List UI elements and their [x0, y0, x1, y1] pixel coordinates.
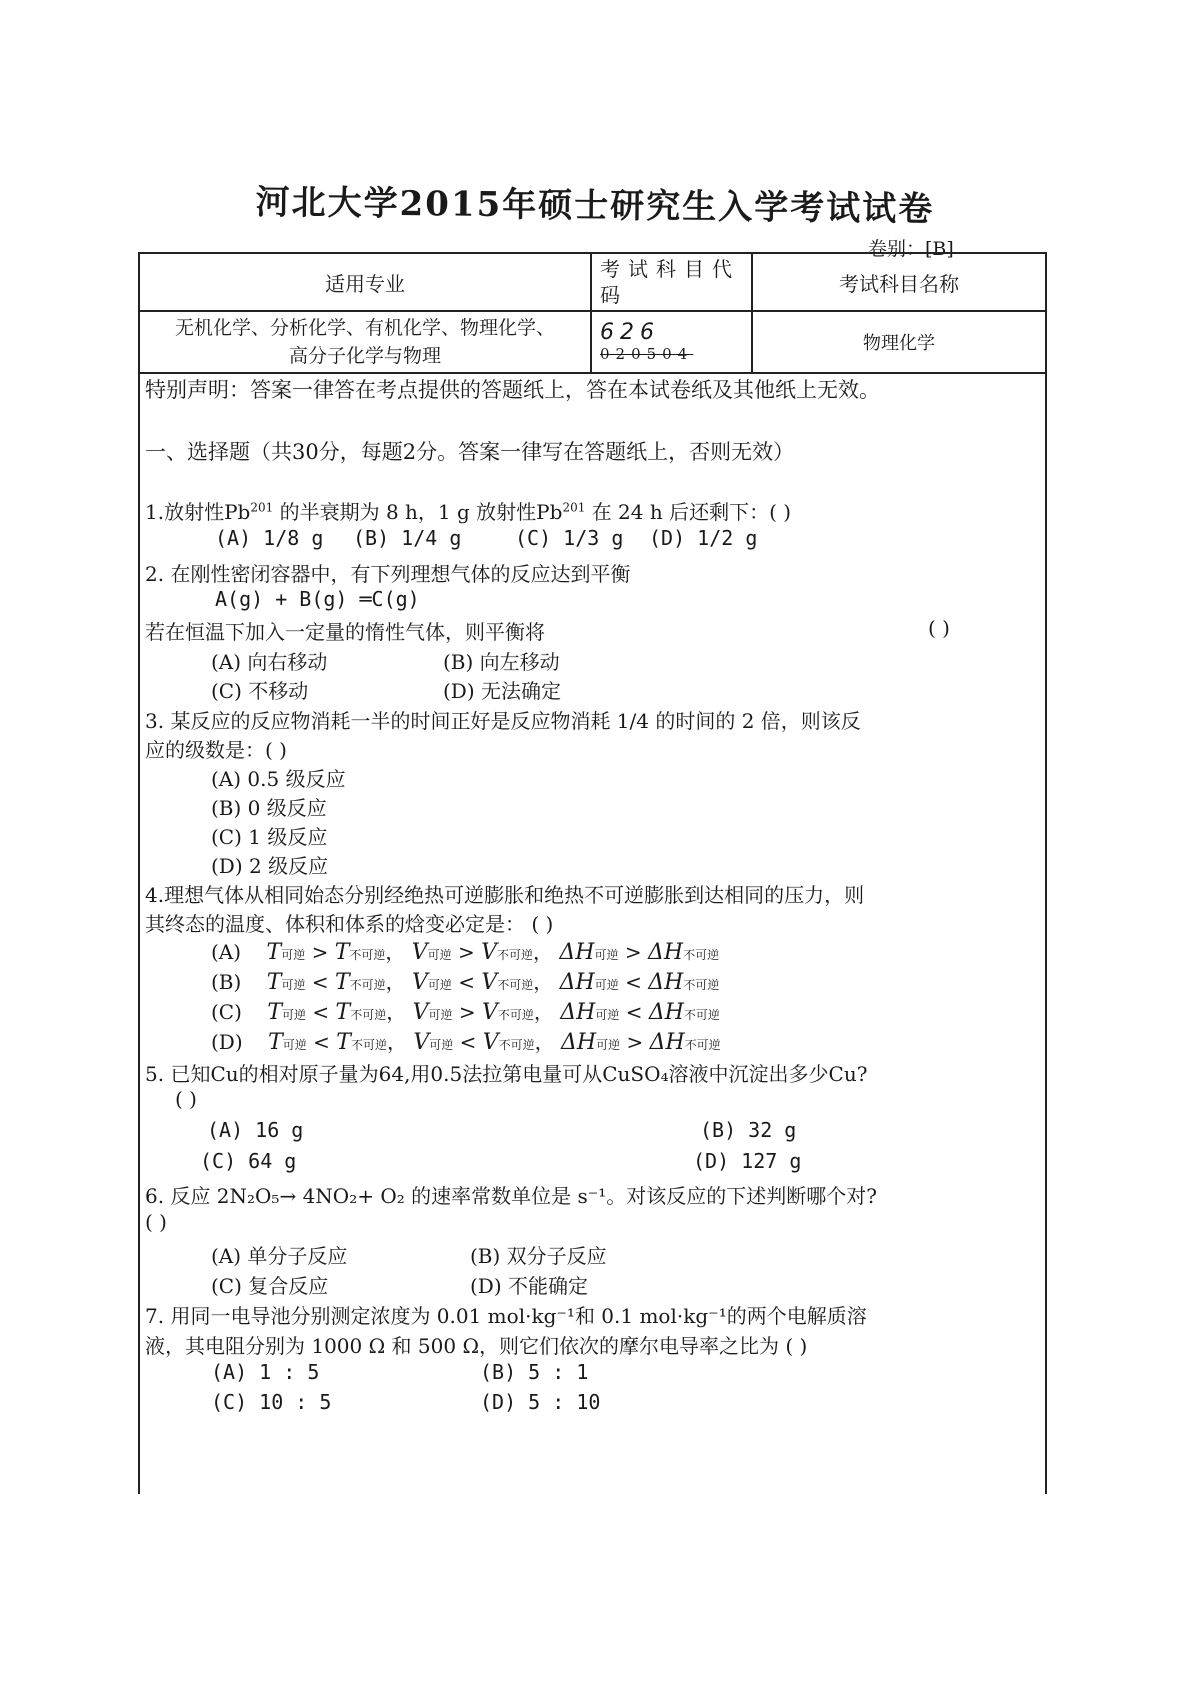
q5-option-d: (D) 127 g: [693, 1149, 802, 1173]
exam-info-table: [138, 252, 1047, 374]
q7-option-a: (A) 1 : 5: [211, 1360, 320, 1384]
q7-stem-1: 7. 用同一电导池分别测定浓度为 0.01 mol·kg⁻¹和 0.1 mol·kg⁻¹的两个电解质溶: [145, 1304, 867, 1328]
q3-option-d: (D) 2 级反应: [211, 854, 329, 878]
q6-option-c: (C) 复合反应: [211, 1274, 329, 1298]
q5-bracket: ( ): [175, 1087, 197, 1111]
code-cell: [591, 311, 752, 373]
section-heading: 一、选择题（共30分，每题2分。答案一律写在答题纸上，否则无效）: [145, 440, 795, 464]
q4-option-a: (A) T可逆 > T不可逆， V可逆 > V不可逆， ΔH可逆 > ΔH不可逆: [211, 940, 720, 965]
q6-stem: 6. 反应 2N₂O₅→ 4NO₂+ O₂ 的速率常数单位是 s⁻¹。对该反应的下述判断哪个对?: [145, 1184, 878, 1208]
majors-line-1: 无机化学、分析化学、有机化学、物理化学、: [174, 317, 555, 339]
q7-option-c: (C) 10 : 5: [211, 1390, 332, 1414]
q1-option-a: (A) 1/8 g: [215, 526, 324, 550]
col-subject-header: 考试科目名称: [752, 253, 1046, 311]
q2-option-b: (B) 向左移动: [443, 650, 560, 674]
q2-equation: A(g) + B(g) ═C(g): [215, 587, 420, 611]
q4-option-d: (D) T可逆 < T不可逆， V可逆 < V不可逆， ΔH可逆 > ΔH不可逆: [211, 1030, 721, 1055]
q2-option-c: (C) 不移动: [211, 679, 309, 703]
q6-option-d: (D) 不能确定: [470, 1274, 588, 1298]
col-major-header: 适用专业: [139, 253, 591, 311]
handwritten-code: 626: [600, 320, 660, 345]
q5-stem: 5. 已知Cu的相对原子量为64,用0.5法拉第电量可从CuSO₄溶液中沉淀出多少Cu?: [145, 1062, 868, 1086]
q7-stem-2: 液，其电阻分别为 1000 Ω 和 500 Ω，则它们依次的摩尔电导率之比为 ( ): [145, 1334, 808, 1358]
q4-stem-1: 4.理想气体从相同始态分别经绝热可逆膨胀和绝热不可逆膨胀到达相同的压力，则: [145, 883, 865, 907]
q1-stem: 1.放射性Pb$^{201}$ 的半衰期为 8 h，1 g 放射性Pb$^{201}$ 在 24 h 后还剩下：( ): [145, 500, 792, 524]
q3-stem-2: 应的级数是：( ): [145, 738, 287, 762]
q2-stem-2: 若在恒温下加入一定量的惰性气体，则平衡将: [145, 620, 545, 644]
subject-name-cell: 物理化学: [752, 311, 1046, 373]
majors-line-2: 高分子化学与物理: [288, 345, 441, 367]
q4-option-c: (C) T可逆 < T不可逆， V可逆 > V不可逆， ΔH可逆 < ΔH不可逆: [211, 1000, 720, 1025]
paper-type-label: 卷别：[B]: [868, 238, 954, 260]
q6-option-a: (A) 单分子反应: [211, 1244, 348, 1268]
q3-option-a: (A) 0.5 级反应: [211, 767, 346, 791]
q6-bracket: ( ): [145, 1210, 167, 1234]
q5-option-b: (B) 32 g: [700, 1118, 797, 1142]
special-notice: 特别声明：答案一律答在考点提供的答题纸上，答在本试卷纸及其他纸上无效。: [145, 378, 880, 402]
q5-option-c: (C) 64 g: [200, 1149, 297, 1173]
q1-option-d: (D) 1/2 g: [649, 526, 758, 550]
q2-bracket: ( ): [928, 616, 950, 640]
q4-stem-2: 其终态的温度、体积和体系的焓变必定是： ( ): [145, 912, 554, 936]
q7-option-b: (B) 5 : 1: [480, 1360, 589, 1384]
exam-title: 河北大学2015年硕士研究生入学考试试卷: [255, 182, 935, 230]
q3-option-c: (C) 1 级反应: [211, 825, 328, 849]
q3-option-b: (B) 0 级反应: [211, 796, 327, 820]
q4-option-b: (B) T可逆 < T不可逆， V可逆 < V不可逆， ΔH可逆 < ΔH不可逆: [211, 970, 720, 995]
q1-superscript-1: 201: [250, 500, 274, 515]
q3-stem-1: 3. 某反应的反应物消耗一半的时间正好是反应物消耗 1/4 的时间的 2 倍，则该反: [145, 709, 861, 733]
q1-option-c: (C) 1/3 g: [515, 526, 624, 550]
q7-option-d: (D) 5 : 10: [480, 1390, 601, 1414]
q2-option-d: (D) 无法确定: [443, 679, 561, 703]
q2-stem: 2. 在刚性密闭容器中，有下列理想气体的反应达到平衡: [145, 562, 631, 586]
q2-option-a: (A) 向右移动: [211, 650, 328, 674]
col-code-header: 考试科目代码: [591, 253, 752, 311]
q1-option-b: (B) 1/4 g: [353, 526, 462, 550]
q5-option-a: (A) 16 g: [207, 1118, 304, 1142]
q1-superscript-2: 201: [562, 500, 586, 515]
struck-code: 020504: [600, 345, 694, 363]
q6-option-b: (B) 双分子反应: [470, 1244, 607, 1268]
majors-cell: [139, 311, 591, 373]
